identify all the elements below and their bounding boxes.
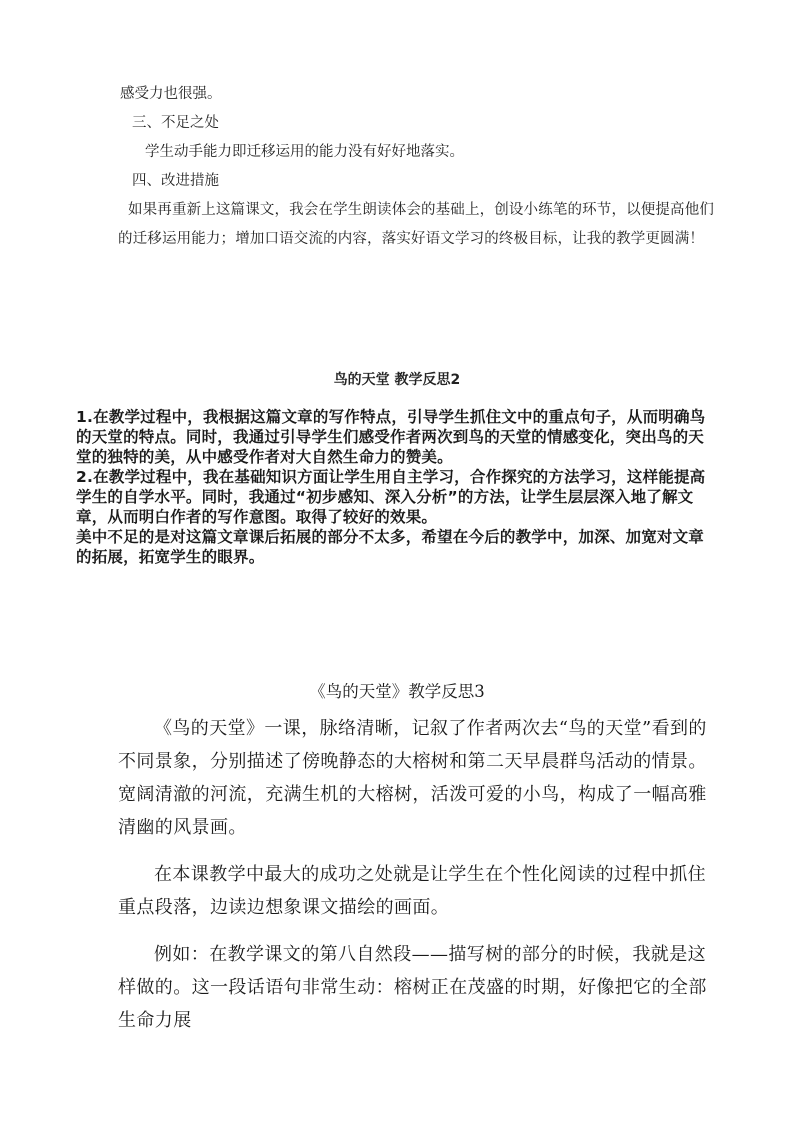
reflection-1-continuation — [118, 80, 728, 254]
reflection-2-title: 鸟的天堂 教学反思2 — [333, 372, 461, 388]
paragraph-line: 感受力也很强。 — [120, 86, 222, 102]
reflection-2-body — [76, 407, 716, 567]
paragraph-shortcomings: 学生动手能力即迁移运用的能力没有好好地落实。 — [145, 144, 464, 160]
paragraph: 2.在教学过程中，我在基础知识方面让学生用自主学习，合作探究的方法学习，这样能提高学生的自学水平。同时，我通过“初步感知、深入分析”的方法，让学生层层深入地了解文章，从而明白作者的写作意图。取得了较好的效果。 — [76, 468, 706, 526]
paragraph: 1.在教学过程中，我根据这篇文章的写作特点，引导学生抓住文中的重点句子，从而明确鸟的天堂的特点。同时，我通过引导学生们感受作者两次到鸟的天堂的情感变化，突出鸟的天堂的独特的美，从中感受作者对大自然生命力的赞美。 — [76, 408, 706, 466]
reflection-3-title: 《鸟的天堂》教学反思3 — [309, 682, 485, 701]
paragraph: 美中不足的是对这篇文章课后拓展的部分不太多，希望在今后的教学中，加深、加宽对文章的拓展，拓宽学生的眼界。 — [76, 528, 705, 566]
paragraph: 在本课教学中最大的成功之处就是让学生在个性化阅读的过程中抓住重点段落，边读边想象课文描绘的画面。 — [118, 864, 706, 918]
paragraph: 《鸟的天堂》一课，脉络清晰，记叙了作者两次去“鸟的天堂”看到的不同景象，分别描述了傍晚静态的大榕树和第二天早晨群鸟活动的情景。宽阔清澈的河流，充满生机的大榕树，活泼可爱的小鸟，构成了一幅高雅清幽的风景画。 — [118, 718, 707, 838]
paragraph-improvements: 如果再重新上这篇课文，我会在学生朗读体会的基础上，创设小练笔的环节，以便提高他们的迁移运用能力；增加口语交流的内容，落实好语文学习的终极目标，让我的教学更圆满！ — [118, 202, 714, 247]
paragraph: 例如：在教学课文的第八自然段——描写树的部分的时候，我就是这样做的。这一段话语句非常生动：榕树正在茂盛的时期，好像把它的全部生命力展 — [118, 944, 707, 1031]
section-heading-improvements: 四、改进措施 — [132, 173, 219, 189]
reflection-3-body — [118, 712, 718, 1051]
section-heading-shortcomings: 三、不足之处 — [132, 115, 219, 131]
